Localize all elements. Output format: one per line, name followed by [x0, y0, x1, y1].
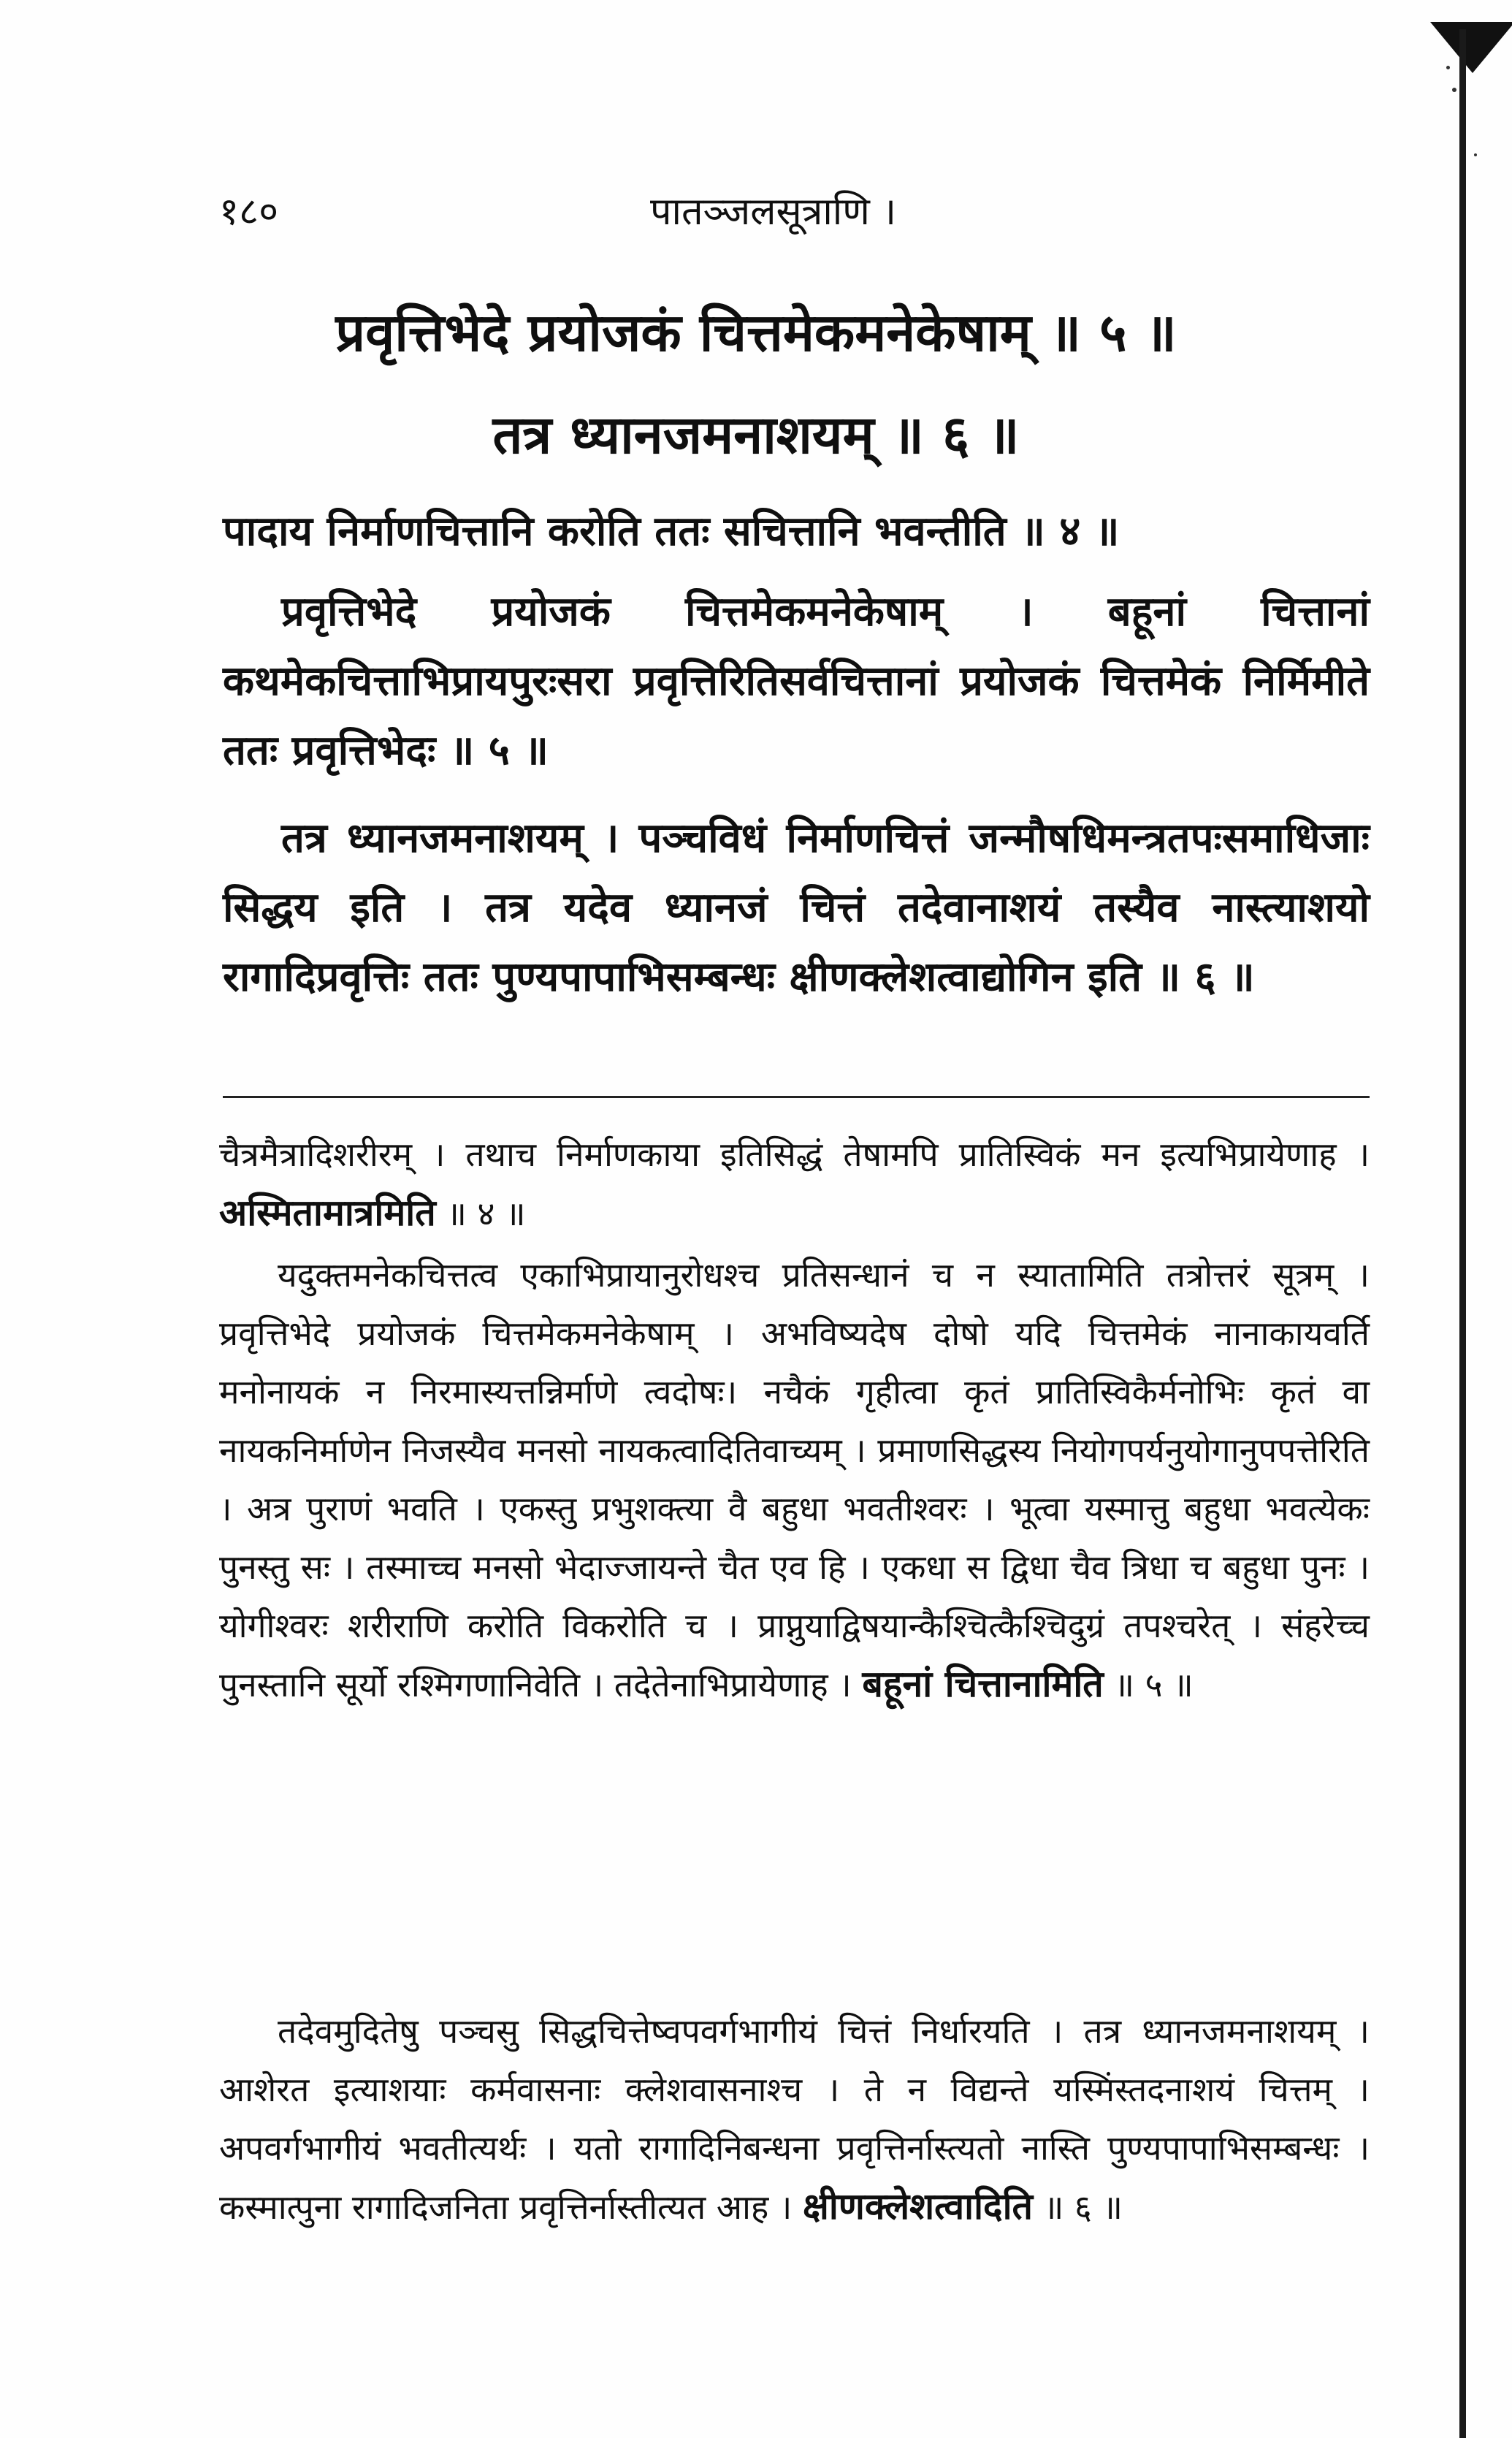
commentary-text [219, 1246, 1370, 1714]
bhashya-text: तत्र ध्यानजमनाशयम् । पञ्चविधं निर्माणचित्तं जन्मौषधिमन्त्रतपःसमाधिजाः सिद्धय इति । तत्र यदेव ध्यानजं चित्तं तदेवानाशयं तस्यैव नास्त्याशयो रागादिप्रवृत्तिः ततः पुण्यपापाभिसम्बन्धः क्षीणक्लेशत्वाद्योगिन इति ॥ ६ ॥ [223, 814, 1370, 1001]
bhashya-text: प्रवृत्तिभेदे प्रयोजकं चित्तमेकमनेकेषाम् । बहूनां चित्तानां कथमेकचित्ताभिप्रायपुरःसरा प्रवृत्तिरितिसर्वचित्तानां प्रयोजकं चित्तमेकं निर्मिमीते ततः प्रवृत्तिभेदः ॥ ५ ॥ [223, 587, 1370, 774]
running-title: पातञ्जलसूत्राणि । [650, 190, 897, 234]
commentary-paragraph [219, 2002, 1370, 2236]
sutra-6: तत्र ध्यानजमनाशयम् ॥ ६ ॥ [492, 403, 1020, 465]
commentary-body: यदुक्तमनेकचित्तत्व एकाभिप्रायानुरोधश्च प्रतिसन्धानं च न स्यातामिति तत्रोत्तरं सूत्रम् । प्रवृत्तिभेदे प्रयोजकं चित्तमेकमनेकेषाम् । अभविष्यदेष दोषो यदि चित्तमेकं नानाकायवर्ति मनोनायकं न निरमास्यत्तन्निर्माणे त्वदोषः। नचैकं गृहीत्वा कृतं प्रातिस्विकैर्मनोभिः कृतं वा नायकनिर्माणेन निजस्यैव मनसो नायकत्वादितिवाच्यम् । प्रमाणसिद्धस्य नियोगपर्यनुयोगानुपपत्तेरिति । अत्र पुराणं भवति । एकस्तु प्रभुशक्त्या वै बहुधा भवतीश्वरः । भूत्वा यस्मात्तु बहुधा भवत्येकः पुनस्तु सः । तस्माच्च मनसो भेदाज्जायन्ते चैत एव हि । एकधा स द्विधा चैव त्रिधा च बहुधा पुनः । योगीश्वरः शरीराणि करोति विकरोति च । प्राप्नुयाद्विषयान्कैश्चित्कैश्चिदुग्रं तपश्चरेत् । संहरेच्च पुनस्तानि सूर्यो रश्मिगणानिवेति । तदेतेनाभिप्रायेणाह । [219, 1255, 1370, 1704]
commentary-paragraph [219, 1246, 1370, 1714]
bhashya-paragraph [223, 804, 1370, 1012]
commentary-verse-number: ॥ ६ ॥ [1043, 2187, 1123, 2227]
scan-speck [1446, 66, 1450, 69]
scan-edge-rule [1459, 29, 1466, 2438]
bhashya-paragraph [223, 497, 1370, 566]
commentary-paragraph [219, 1125, 1370, 1243]
page-header [219, 183, 1388, 241]
bhashya-text: पादाय निर्माणचित्तानि करोति ततः सचित्तानि भवन्तीति ॥ ४ ॥ [223, 507, 1120, 555]
commentary-verse-number: ॥ ४ ॥ [446, 1194, 526, 1233]
commentary-body: तदेवमुदितेषु पञ्चसु सिद्धचित्तेष्वपवर्गभागीयं चित्तं निर्धारयति । तत्र ध्यानजमनाशयम् । आशेरत इत्याशयाः कर्मवासनाः क्लेशवासनाश्च । ते न विद्यन्ते यस्मिंस्तदनाशयं चित्तम् । अपवर्गभागीयं भवतीत्यर्थः । यतो रागादिनिबन्धना प्रवृत्तिर्नास्त्यतो नास्ति पुण्यपापाभिसम्बन्धः । कस्मात्पुना रागादिजनिता प्रवृत्तिर्नास्तीत्यत आह । [219, 2011, 1370, 2227]
scan-speck [1452, 88, 1456, 92]
commentary-pratika: क्षीणक्लेशत्वादिति [803, 2184, 1034, 2228]
page-number: १८० [219, 190, 279, 234]
bhashya-paragraph [223, 577, 1370, 785]
scan-speck [1474, 153, 1477, 156]
sutra-5: प्रवृत्तिभेदे प्रयोजकं चित्तमेकमनेकेषाम् ॥ ५ ॥ [335, 301, 1177, 363]
section-divider [223, 1096, 1370, 1098]
commentary-text [219, 1125, 1370, 1243]
commentary-text [219, 2002, 1370, 2236]
commentary-verse-number: ॥ ५ ॥ [1114, 1665, 1194, 1704]
scan-corner-mark [1430, 22, 1512, 73]
commentary-body: चैत्रमैत्रादिशरीरम् । तथाच निर्माणकाया इतिसिद्धं तेषामपि प्रातिस्विकं मन इत्यभिप्रायेणाह । [219, 1135, 1370, 1174]
commentary-pratika: बहूनां चित्तानामिति [862, 1662, 1104, 1705]
commentary-pratika: अस्मितामात्रमिति [219, 1191, 436, 1234]
